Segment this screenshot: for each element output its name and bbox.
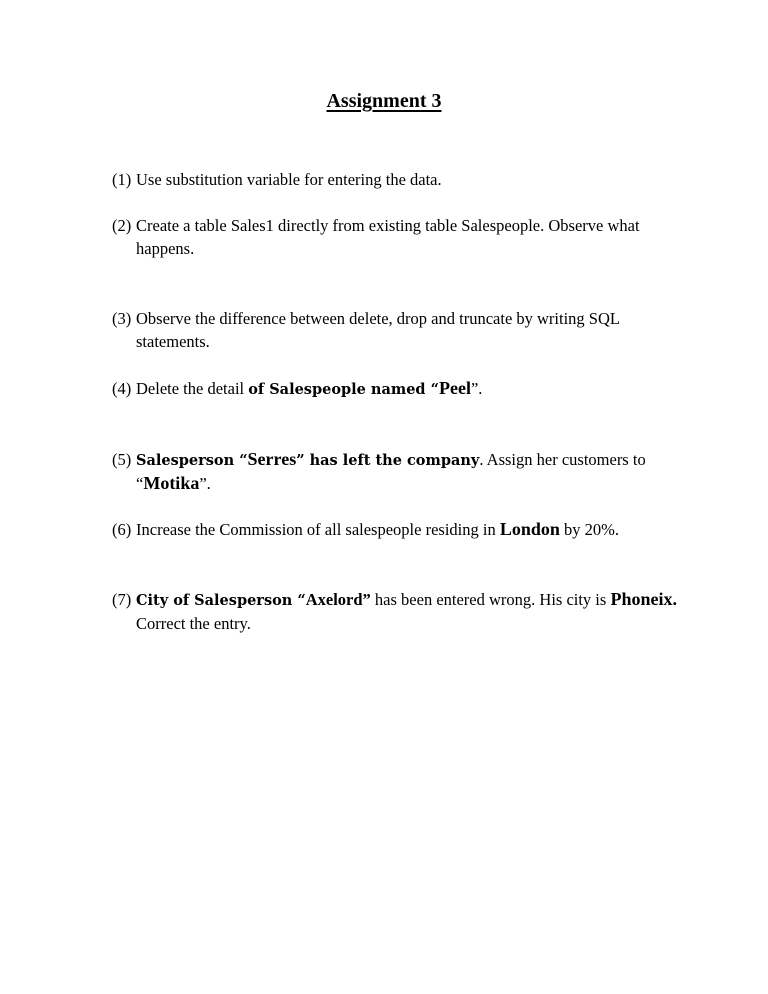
item-text-plain: ”. — [199, 474, 211, 493]
item-text — [136, 518, 692, 541]
item-number: (4) — [112, 379, 132, 398]
city-name: Phoneix. — [610, 589, 677, 609]
item-text-plain: ”. — [470, 379, 483, 398]
city-name: London — [499, 519, 560, 539]
item-text-plain: . Assign her customers to — [479, 450, 646, 469]
item-text: Use substitution variable for entering the data. — [136, 170, 442, 189]
item-text-bold: Salesperson “ — [136, 452, 248, 469]
assignment-item-4 — [112, 377, 692, 401]
item-number: (7) — [112, 590, 132, 609]
assignment-item-2 — [112, 214, 692, 260]
assignment-item-3 — [112, 307, 692, 353]
title-text: Assignment 3 — [326, 90, 442, 112]
item-number: (2) — [112, 216, 132, 235]
assignment-item-7 — [112, 588, 692, 635]
item-number: (6) — [112, 520, 132, 539]
item-text-plain: “ — [136, 474, 144, 493]
salesperson-name: Serres — [247, 449, 297, 469]
item-text: Observe the difference between delete, drop and truncate by writing SQL statements. — [136, 309, 620, 351]
item-text — [136, 588, 692, 635]
item-number: (1) — [112, 170, 132, 189]
salesperson-name: Axelord” — [305, 590, 371, 609]
item-text — [136, 377, 692, 401]
item-text: Create a table Sales1 directly from existing table Salespeople. Observe what happens. — [136, 216, 640, 258]
item-text — [136, 448, 692, 495]
item-text-bold: of Salespeople named “ — [248, 381, 439, 398]
item-text-plain: Increase the Commission of all salespeople residing in — [136, 520, 500, 539]
item-number: (5) — [112, 450, 132, 469]
item-text-plain: Correct the entry. — [136, 614, 251, 633]
item-text-plain: has been entered wrong. His city is — [370, 590, 611, 609]
salesperson-name: Motika — [143, 473, 200, 493]
item-text-plain: Delete the detail — [136, 379, 249, 398]
item-text-plain: by 20%. — [559, 520, 620, 539]
assignment-item-5 — [112, 448, 692, 495]
page-title — [0, 88, 768, 114]
assignment-item-1 — [112, 168, 692, 191]
salesperson-name: Peel — [438, 378, 471, 398]
item-number: (3) — [112, 309, 132, 328]
item-text-bold: ” has left the company — [296, 452, 480, 469]
assignment-item-6 — [112, 518, 692, 541]
item-text-bold: City of Salesperson “ — [136, 592, 306, 609]
